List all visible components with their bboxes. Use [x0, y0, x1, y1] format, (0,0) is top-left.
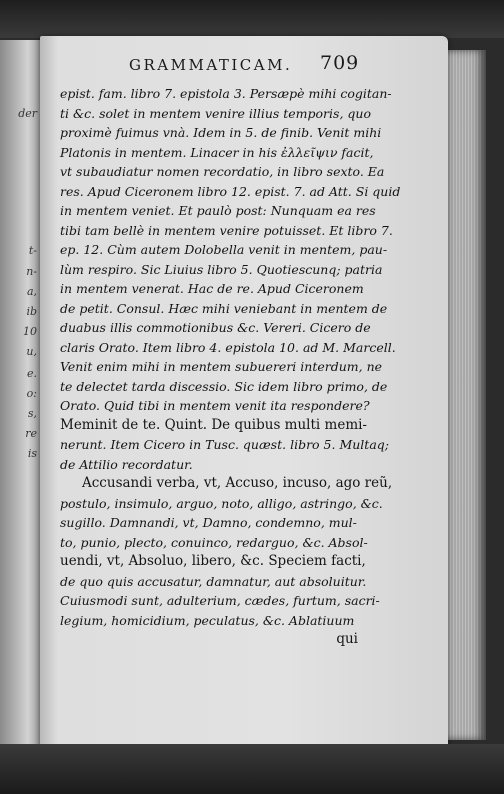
margin-fragment: e.	[26, 367, 37, 380]
margin-fragment: t-	[28, 244, 37, 257]
text-line: claris Orato. Item libro 4. epistola 10. ad M. Marcell.	[60, 339, 396, 355]
text-line: tibi tam bellè in mentem venire potuisset. Et libro 7.	[60, 222, 393, 238]
text-line: Platonis in mentem. Linacer in his ἐλλεῖψιν facit,	[60, 144, 374, 160]
text-line: de quo quis accusatur, damnatur, aut absoluitur.	[60, 573, 367, 589]
margin-fragment: is	[27, 447, 37, 460]
background-top	[0, 0, 504, 38]
margin-fragment: o:	[26, 387, 37, 400]
background-bottom	[0, 744, 504, 794]
page-header	[86, 52, 441, 78]
margin-fragment: n-	[26, 265, 37, 278]
page-stack-edge	[446, 50, 486, 740]
text-line: in mentem veniet. Et paulò post: Nunquam ea res	[60, 203, 376, 218]
text-line: in mentem venerat. Hac de re. Apud Ciceronem	[60, 281, 364, 296]
text-line: ep. 12. Cùm autem Dolobella venit in mentem, pau-	[60, 242, 388, 257]
margin-fragment: ib	[26, 305, 37, 318]
margin-fragment: 10	[23, 325, 37, 338]
text-line: legium, homicidium, peculatus, &c. Ablatiuum	[60, 612, 355, 628]
margin-fragment: re	[25, 427, 37, 440]
margin-fragment: a,	[26, 285, 37, 298]
catchword: qui	[336, 631, 358, 647]
running-head: GRAMMATICAM.	[129, 56, 293, 74]
text-line: te delectet tarda discessio. Sic idem libro primo, de	[60, 378, 388, 394]
text-line: proximè fuimus vnà. Idem in 5. de finib. Venit mihi	[60, 125, 382, 140]
text-line: epist. fam. libro 7. epistola 3. Persæpè mihi cogitan-	[60, 86, 392, 101]
text-line: ti &c. solet in mentem venire illius temporis, quo	[60, 105, 371, 121]
margin-fragment: s,	[27, 407, 37, 420]
margin-fragment: u,	[26, 345, 37, 358]
text-line: nerunt. Item Cicero in Tusc. quæst. libro 5. Multaq;	[60, 437, 389, 452]
text-line: to, punio, plecto, conuinco, redarguo, &c. Absol-	[60, 534, 368, 550]
text-line: Cuiusmodi sunt, adulterium, cædes, furtum, sacri-	[60, 593, 380, 608]
text-line: Accusandi verba, vt, Accuso, incuso, ago reũ,	[82, 475, 393, 491]
text-line: lùm respiro. Sic Liuius libro 5. Quotiescunq; patria	[60, 261, 383, 277]
margin-fragment: der	[18, 107, 37, 120]
page-number: 709	[320, 52, 360, 74]
text-line: de Attilio recordatur.	[60, 456, 193, 472]
text-line: de petit. Consul. Hæc mihi veniebant in mentem de	[60, 300, 388, 316]
text-line: postulo, insimulo, arguo, noto, alligo, astringo, &c.	[60, 495, 383, 511]
text-line: Venit enim mihi in mentem subuereri interdum, ne	[60, 359, 383, 374]
text-body	[60, 84, 401, 650]
text-line: vt subaudiatur nomen recordatio, in libro sexto. Ea	[60, 164, 385, 179]
facing-page-edge	[0, 40, 40, 745]
text-line: Orato. Quid tibi in mentem venit ita respondere?	[60, 398, 370, 413]
text-line: duabus illis commotionibus &c. Vereri. Cicero de	[60, 320, 371, 335]
text-line: res. Apud Ciceronem libro 12. epist. 7. ad Att. Si quid	[60, 183, 401, 199]
text-line: Meminit de te. Quint. De quibus multi memi-	[60, 416, 367, 433]
text-line: sugillo. Damnandi, vt, Damno, condemno, mul-	[60, 515, 357, 530]
text-line: uendi, vt, Absoluo, libero, &c. Speciem facti,	[60, 553, 366, 569]
